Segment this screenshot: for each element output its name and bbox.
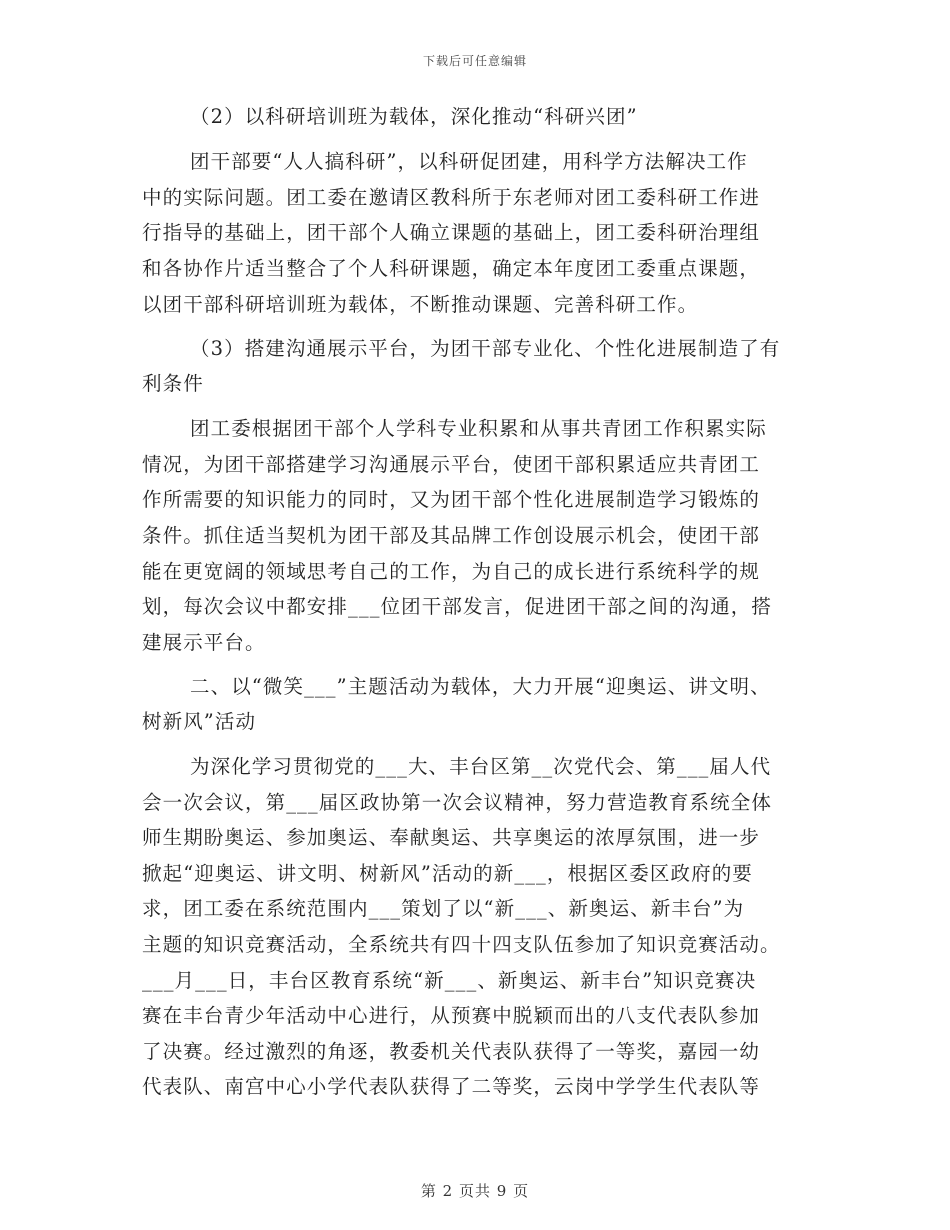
paragraph-line: 情况，为团干部搭建学习沟通展示平台，使团干部积累适应共青团工 [142, 453, 761, 476]
paragraph-line: 作所需要的知识能力的同时，又为团干部个性化进展制造学习锻炼的 [142, 488, 761, 511]
paragraph-line: 行指导的基础上，团干部个人确立课题的基础上，团工委科研治理组 [142, 221, 761, 244]
paragraph-line: 会一次会议，第___届区政协第一次会议精神，努力营造教育系统全体 [142, 791, 772, 814]
heading-2: （2）以科研培训班为载体，深化推动“科研兴团” [190, 105, 638, 128]
paragraph-line: 了决赛。经过激烈的角逐，教委机关代表队获得了一等奖，嘉园一幼 [142, 1040, 761, 1063]
paragraph-line: 能在更宽阔的领域思考自己的工作，为自己的成长进行系统科学的规 [142, 560, 761, 583]
page-header: 下载后可任意编辑 [422, 54, 527, 68]
heading-3: （3）搭建沟通展示平台，为团干部专业化、个性化进展制造了有 [190, 337, 781, 360]
paragraph-line: 以团干部科研培训班为载体，不断推动课题、完善科研工作。 [142, 293, 699, 316]
paragraph-line: 建展示平台。 [142, 631, 266, 654]
paragraph-line: 求，团工委在系统范围内___策划了以“新___、新奥运、新丰台”为 [142, 897, 745, 920]
paragraph-line: 赛在丰台青少年活动中心进行，从预赛中脱颖而出的八支代表队参加 [142, 1004, 761, 1027]
paragraph-line: 主题的知识竞赛活动，全系统共有四十四支队伍参加了知识竞赛活动。 [142, 933, 781, 956]
heading-3-cont: 利条件 [142, 372, 204, 395]
paragraph-line: ___月___日，丰台区教育系统“新___、新奥运、新丰台”知识竞赛决 [142, 969, 757, 992]
paragraph-line: 和各协作片适当整合了个人科研课题，确定本年度团工委重点课题， [142, 257, 761, 280]
paragraph-line: 中的实际问题。团工委在邀请区教科所于东老师对团工委科研工作进 [142, 186, 761, 209]
section-heading-2: 二、以“微笑___”主题活动为载体，大力开展“迎奥运、讲文明、 [190, 675, 771, 698]
paragraph-line: 为深化学习贯彻党的___大、丰台区第__次党代会、第___届人代 [190, 755, 772, 778]
paragraph-line: 团工委根据团干部个人学科专业积累和从事共青团工作积累实际 [190, 417, 767, 440]
paragraph-line: 师生期盼奥运、参加奥运、奉献奥运、共享奥运的浓厚氛围，进一步 [142, 826, 761, 849]
paragraph-line: 团干部要“人人搞科研”，以科研促团建，用科学方法解决工作 [190, 150, 748, 173]
paragraph-line: 条件。抓住适当契机为团干部及其品牌工作创设展示机会，使团干部 [142, 524, 761, 547]
paragraph-line: 代表队、南宫中心小学代表队获得了二等奖，云岗中学学生代表队等 [142, 1075, 761, 1098]
paragraph-line: 掀起“迎奥运、讲文明、树新风”活动的新___，根据区委区政府的要 [142, 862, 753, 885]
section-heading-2-cont: 树新风”活动 [142, 710, 257, 733]
paragraph-line: 划，每次会议中都安排___位团干部发言，促进团干部之间的沟通，搭 [142, 595, 772, 618]
page-footer: 第 2 页共 9 页 [420, 1182, 530, 1200]
